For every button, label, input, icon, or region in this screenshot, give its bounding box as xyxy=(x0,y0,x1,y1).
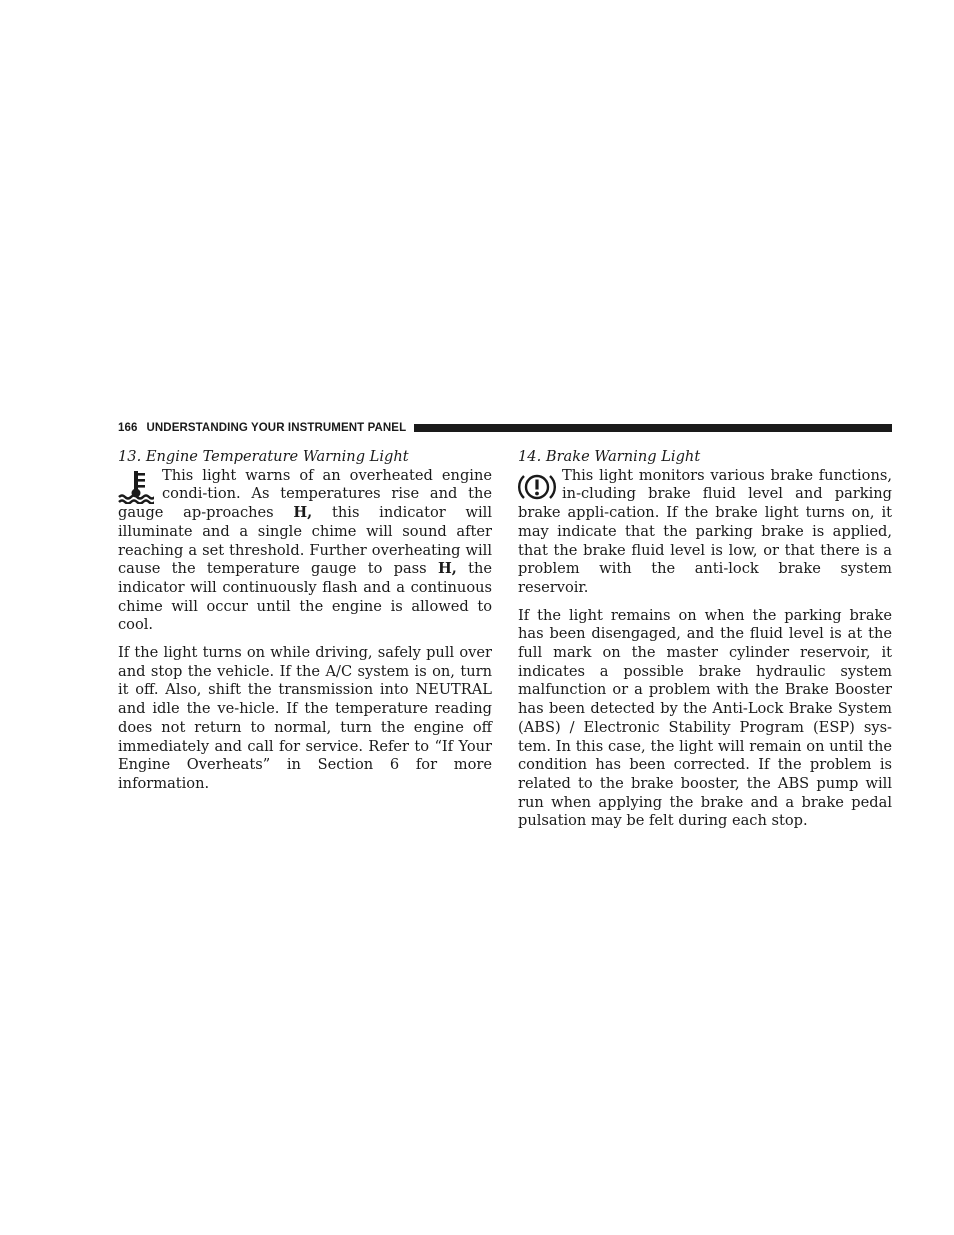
right-column xyxy=(518,448,892,840)
engine-temperature-paragraph-1 xyxy=(118,467,492,635)
engine-temperature-paragraph-2: If the light turns on while driving, safely pull over and stop the vehicle. If the A/C system is on, turn it off. Also, shift the transmission into NEUTRAL and idle the ve-hicle. If the temperature reading does not return to normal, turn the engine off immediately and call for service. Refer to “If Your Engine Overheats” in Section 6 for more information. xyxy=(118,644,492,792)
brake-warning-text: This light monitors various brake functions, in-cluding brake fluid level and parking brake appli-cation. If the brake light turns on, it may indicate that the parking brake is applied, that the brake fluid level is low, or that there is a problem with the anti-lock brake system reservoir. xyxy=(518,466,892,596)
gauge-mark-h-2: H, xyxy=(437,560,457,578)
header-rule xyxy=(414,424,892,432)
gauge-mark-h: H, xyxy=(293,504,313,522)
engine-temperature-text-b: this indicator will illuminate and a single chime will sound after reaching a set threshold. Further overheating will cause the temperature gauge to pass xyxy=(118,504,492,578)
brake-warning-icon xyxy=(518,472,556,502)
section-heading-engine-temperature: 13. Engine Temperature Warning Light xyxy=(118,448,409,465)
brake-warning-paragraph-2: If the light remains on when the parking brake has been disengaged, and the fluid level is at the full mark on the master cylinder reservoir, it indicates a possible brake hydraulic system malfunction or a problem with the Brake Booster has been detected by the Anti-Lock Brake System (ABS) / Electronic Stability Program (ESP) sys-tem. In this case, the light will remain on until the condition has been corrected. If the problem is related to the brake booster, the ABS pump will run when applying the brake and a brake pedal pulsation may be felt during each stop. xyxy=(518,606,892,830)
engine-temperature-text-c: the indicator will continuously flash and a continuous chime will occur until the engine is allowed to cool. xyxy=(118,560,492,634)
brake-warning-paragraph-1 xyxy=(518,467,892,598)
section-heading-brake-warning: 14. Brake Warning Light xyxy=(518,448,701,465)
running-title: UNDERSTANDING YOUR INSTRUMENT PANEL xyxy=(146,422,407,434)
engine-temperature-text-a: This light warns of an overheated engine condi-tion. As temperatures rise and the gauge ap-proaches xyxy=(118,466,492,522)
left-column xyxy=(118,448,492,803)
page-header xyxy=(118,420,892,436)
engine-temperature-icon xyxy=(118,470,154,504)
page-number: 166 xyxy=(118,422,138,434)
